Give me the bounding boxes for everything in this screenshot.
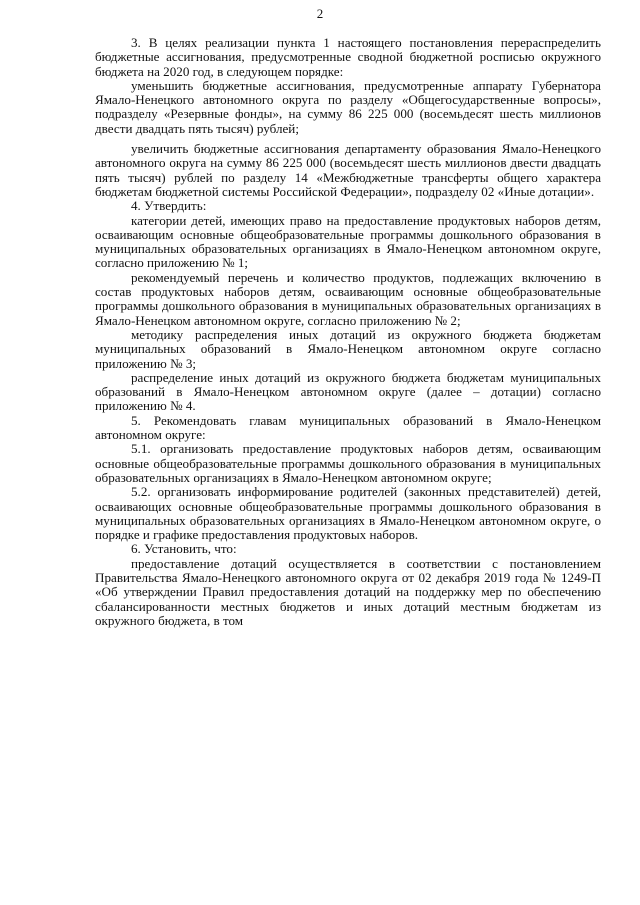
paragraph-decrease-allocation: уменьшить бюджетные ассигнования, предусмотренные аппарату Губернатора Ямало-Ненецкого автономного округа по разделу «Общегосударственные вопросы», подразделу «Резервные фонды», на сумму 86 225 000 (восемьдесят шесть миллионов двести двадцать пять тысяч) рублей; xyxy=(95,77,601,136)
paragraph-4-approve: 4. Утвердить: xyxy=(131,198,207,214)
paragraph-children-categories: категории детей, имеющих право на предоставление продуктовых наборов детям, осваивающим основные общеобразовательные программы дошкольного образования в муниципальных образовательных организациях в Ямало-Ненецком автономном округе, согласно приложению № 1; xyxy=(95,212,601,271)
paragraph-product-list: рекомендуемый перечень и количество продуктов, подлежащих включению в состав продуктовых наборов детям, осваивающим основные общеобразовательные программы дошкольного образования в муниципальных образовательных организациях в Ямало-Ненецком автономном округе, согласно приложению № 2; xyxy=(95,269,601,328)
page-number: 2 xyxy=(316,6,324,21)
paragraph-distribution-method: методику распределения иных дотаций из окружного бюджета бюджетам муниципальных образований в Ямало-Ненецком автономном округе согласно приложению № 3; xyxy=(95,326,601,371)
paragraph-6-establish: 6. Установить, что: xyxy=(131,541,237,557)
paragraph-5-recommend: 5. Рекомендовать главам муниципальных образований в Ямало-Ненецком автономном округе: xyxy=(95,412,601,443)
paragraph-subsidy-distribution: распределение иных дотаций из окружного бюджета бюджетам муниципальных образований в Ямало-Ненецком автономном округе (далее – дотации) согласно приложению № 4. xyxy=(95,369,601,414)
paragraph-5-2: 5.2. организовать информирование родителей (законных представителей) детей, осваивающих основные общеобразовательные программы дошкольного образования в муниципальных образовательных организациях в Ямало-Ненецком автономном округе, о порядке и графике предоставления продуктовых наборов. xyxy=(95,484,601,543)
document-body xyxy=(95,36,601,628)
paragraph-5-1: 5.1. организовать предоставление продуктовых наборов детям, осваивающим основные общеобразовательные программы дошкольного образования в муниципальных образовательных организациях в Ямало-Ненецком автономном округе; xyxy=(95,441,601,485)
paragraph-increase-allocation: увеличить бюджетные ассигнования департаменту образования Ямало-Ненецкого автономного округа на сумму 86 225 000 (восемьдесят шесть миллионов двести двадцать пять тысяч) рублей по разделу 14 «Межбюджетные трансферты общего характера бюджетам бюджетной системы Российской Федерации», подразделу 02 «Иные дотации». xyxy=(95,141,601,199)
paragraph-3-reallocation: 3. В целях реализации пункта 1 настоящего постановления перераспределить бюджетные ассигнования, предусмотренные сводной бюджетной росписью окружного бюджета на 2020 год, в следующем порядке: xyxy=(95,35,601,79)
paragraph-subsidy-provision: предоставление дотаций осуществляется в соответствии с постановлением Правительства Ямало-Ненецкого автономного округа от 02 декабря 2019 года № 1249-П «Об утверждении Правил предоставления дотаций на поддержку мер по обеспечению сбалансированности местных бюджетов и иных дотаций местным бюджетам из окружного бюджета, в том xyxy=(95,555,601,628)
